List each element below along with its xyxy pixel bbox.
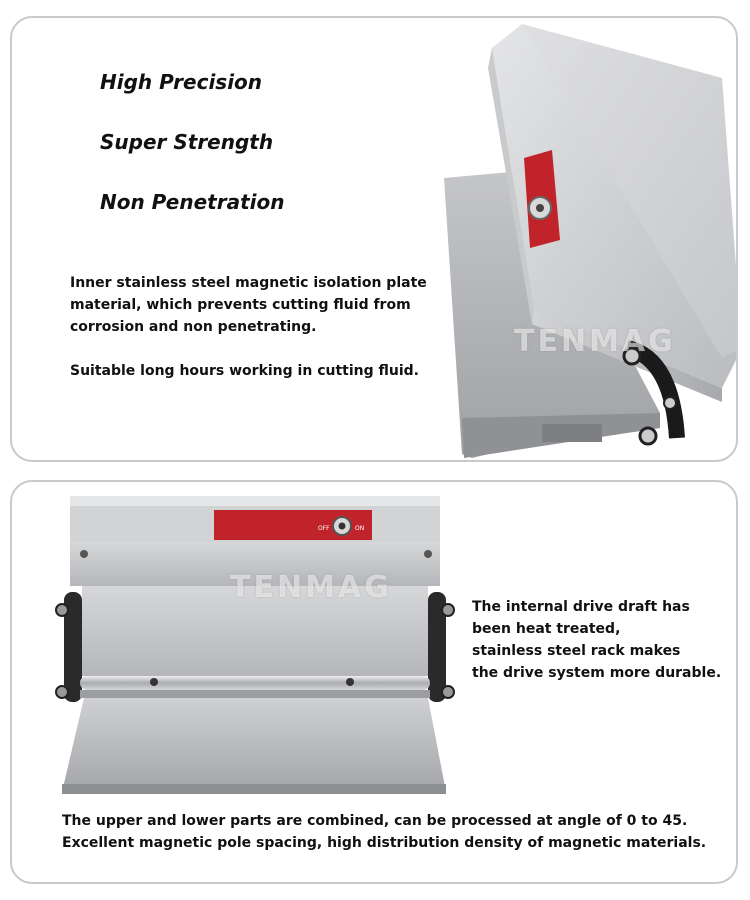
feature-non-penetration: Non Penetration — [100, 190, 285, 214]
bottom-panel — [10, 480, 738, 884]
footer-description: The upper and lower parts are combined, can be processed at angle of 0 to 45. Excellent magnetic pole spacing, high distribution density of magnetic materials. — [62, 813, 707, 851]
cutting-fluid-note: Suitable long hours working in cutting fluid. — [70, 363, 419, 379]
off-label: OFF — [318, 525, 330, 532]
front-chuck-photo — [42, 492, 462, 800]
on-label: ON — [355, 525, 365, 532]
feature-high-precision: High Precision — [100, 70, 263, 94]
brand-watermark: TENMAG — [514, 324, 676, 359]
tilted-chuck-photo — [422, 18, 738, 462]
brand-watermark: TENMAG — [230, 570, 392, 605]
isolation-plate-description: Inner stainless steel magnetic isolation plate material, which prevents cutting fluid from corrosion and non penetrating. — [70, 275, 427, 335]
top-panel — [10, 16, 738, 462]
feature-super-strength: Super Strength — [100, 130, 274, 154]
drive-system-description: The internal drive draft has been heat treated, stainless steel rack makes the drive system more durable. — [472, 599, 722, 681]
